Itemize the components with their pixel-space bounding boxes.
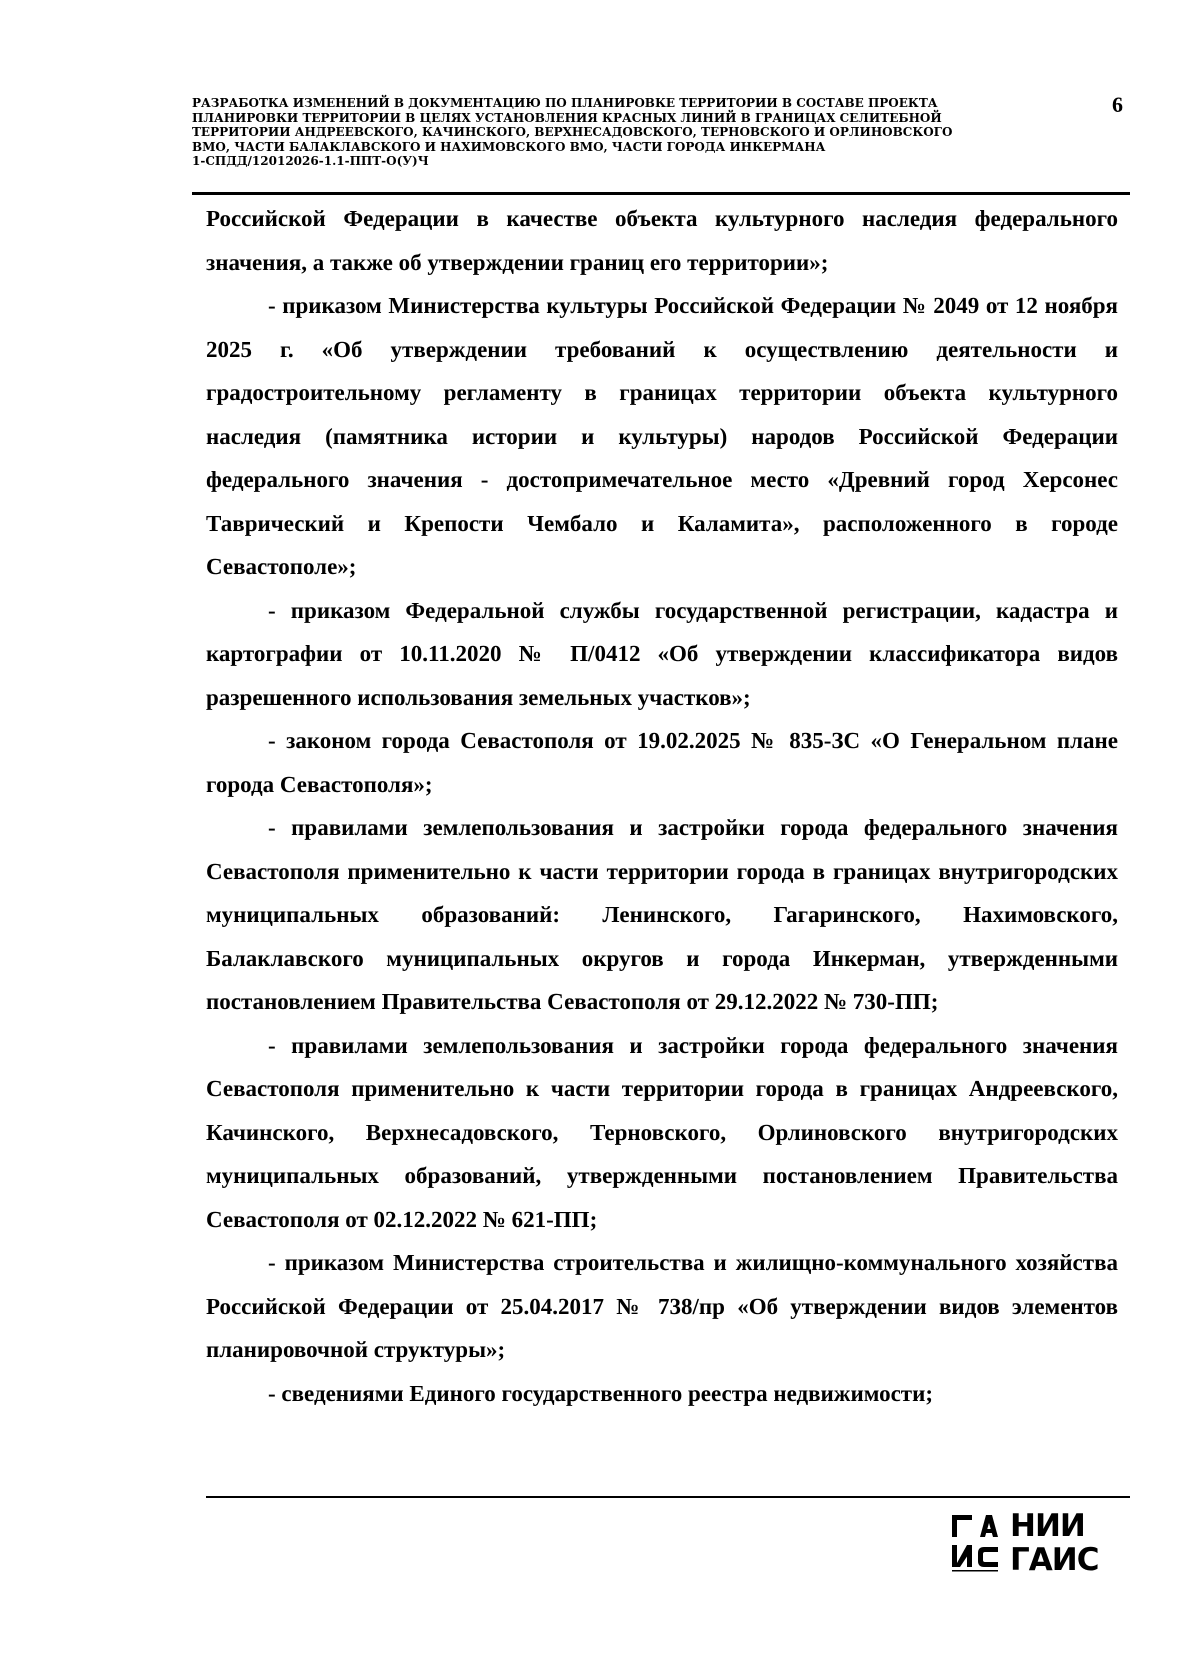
- paragraph: - приказом Федеральной службы государственной регистрации, кадастра и картографии от 10.11.2020 № П/0412 «Об утверждении классификатора видов разрешенного использования земельных участков»;: [206, 597, 1118, 710]
- header-line: 1-СПДД/12012026-1.1-ППТ-О(У)Ч: [192, 154, 429, 168]
- logo-line: ГАИС: [1010, 1542, 1099, 1578]
- document-body: [206, 197, 1118, 1415]
- paragraph: - законом города Севастополя от 19.02.2025 № 835-ЗС «О Генеральном плане города Севастополя»;: [206, 728, 1118, 797]
- logo-text: [1010, 1509, 1130, 1577]
- page-number: 6: [1112, 92, 1123, 117]
- header-divider: [192, 192, 1130, 195]
- footer-divider: [206, 1496, 1130, 1498]
- logo-line: НИИ: [1010, 1508, 1085, 1544]
- paragraph: Российской Федерации в качестве объекта культурного наследия федерального значения, а также об утверждении границ его территории»;: [206, 206, 1118, 275]
- header-line: ТЕРРИТОРИИ АНДРЕЕВСКОГО, КАЧИНСКОГО, ВЕРХНЕСАДОВСКОГО, ТЕРНОВСКОГО И ОРЛИНОВСКОГО: [192, 125, 953, 139]
- paragraph: - правилами землепользования и застройки города федерального значения Севастополя применительно к части территории города в границах Андреевского, Качинского, Верхнесадовского, Терновского, Орлиновского внутригородских муниципальных образований, утвержденными постановлением Правительства Севастополя от 02.12.2022 № 621-ПП;: [206, 1032, 1118, 1232]
- paragraph: - правилами землепользования и застройки города федерального значения Севастополя применительно к части территории города в границах внутригородских муниципальных образований: Ленинского, Гагаринского, Нахимовского, Балаклавского муниципальных округов и города Инкерман, утвержденными постановлением Правительства Севастополя от 29.12.2022 № 730-ПП;: [206, 815, 1118, 1014]
- niigais-logo: [950, 1508, 1130, 1578]
- paragraph: - приказом Министерства культуры Российской Федерации № 2049 от 12 ноября 2025 г. «Об утверждении требований к осуществлению деятельности и градостроительному регламенту в границах территории объекта культурного наследия (памятника истории и культуры) народов Российской Федерации федерального значения - достопримечательное место «Древний город Херсонес Таврический и Крепости Чембало и Каламита», расположенного в городе Севастополе»;: [206, 293, 1118, 579]
- logo-mark-icon: [950, 1511, 1002, 1573]
- document-header: [192, 96, 1092, 169]
- paragraph: - сведениями Единого государственного реестра недвижимости;: [268, 1380, 934, 1406]
- header-line: ВМО, ЧАСТИ БАЛАКЛАВСКОГО И НАХИМОВСКОГО ВМО, ЧАСТИ ГОРОДА ИНКЕРМАНА: [192, 139, 826, 154]
- header-line: ПЛАНИРОВКИ ТЕРРИТОРИИ В ЦЕЛЯХ УСТАНОВЛЕНИЯ КРАСНЫХ ЛИНИЙ В ГРАНИЦАХ СЕЛИТЕБНОЙ: [192, 110, 942, 125]
- header-line: РАЗРАБОТКА ИЗМЕНЕНИЙ В ДОКУМЕНТАЦИЮ ПО ПЛАНИРОВКЕ ТЕРРИТОРИИ В СОСТАВЕ ПРОЕКТА: [192, 96, 938, 110]
- paragraph: - приказом Министерства строительства и жилищно-коммунального хозяйства Российской Федерации от 25.04.2017 № 738/пр «Об утверждении видов элементов планировочной структуры»;: [206, 1250, 1118, 1362]
